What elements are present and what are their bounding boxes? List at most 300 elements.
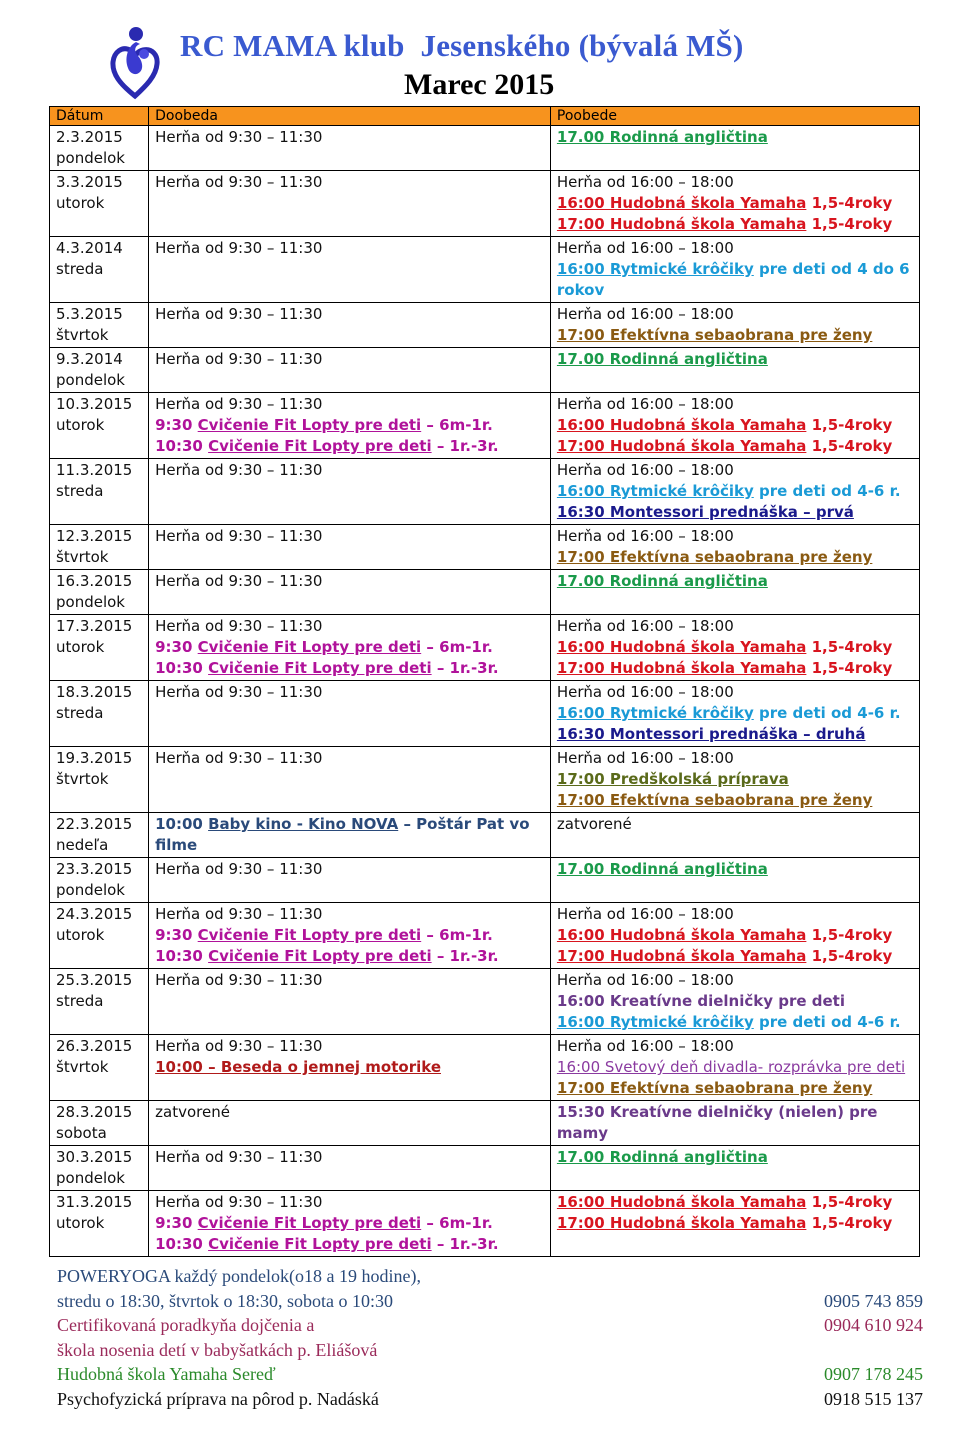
schedule-table	[49, 106, 920, 1257]
entry-line	[557, 616, 913, 637]
afternoon-cell	[550, 903, 919, 969]
entry-text: Cvičenie Fit Lopty pre deti	[208, 437, 432, 455]
entry-text: Cvičenie Fit Lopty pre deti	[197, 638, 422, 656]
entry-line	[155, 925, 544, 946]
entry-text: 16:00 Rytmické krôčiky	[556, 704, 754, 722]
entry-text: 9:30	[155, 1214, 198, 1232]
entry-line	[557, 658, 913, 679]
date-value: 9.3.2014	[56, 350, 123, 368]
morning-cell	[149, 126, 551, 171]
weekday-value: sobota	[56, 1124, 107, 1142]
entry-line	[155, 616, 544, 637]
entry-text: Herňa od 9:30 – 11:30	[155, 572, 323, 590]
entry-text: 16:00 Rytmické krôčiky	[556, 1013, 754, 1031]
date-value: 25.3.2015	[56, 971, 133, 989]
entry-text: 17:00 Efektívna sebaobrana pre ženy	[556, 791, 873, 809]
weekday-value: utorok	[56, 926, 105, 944]
entry-text: Herňa od 16:00 – 18:00	[556, 617, 734, 635]
entry-text: pre deti od 4-6 r.	[753, 482, 901, 500]
date-cell	[50, 459, 149, 525]
entry-line	[557, 1036, 913, 1057]
morning-cell	[149, 1101, 551, 1146]
entry-line	[557, 304, 913, 325]
date-cell	[50, 126, 149, 171]
weekday-value: utorok	[56, 416, 105, 434]
entry-text: Cvičenie Fit Lopty pre deti	[208, 947, 432, 965]
table-row	[50, 171, 920, 237]
date-value: 12.3.2015	[56, 527, 133, 545]
footer-row	[57, 1313, 923, 1338]
afternoon-cell	[550, 1146, 919, 1191]
entry-text: Herňa od 9:30 – 11:30	[155, 905, 323, 923]
weekday-value: pondelok	[56, 881, 125, 899]
weekday-value: štvrtok	[56, 326, 109, 344]
morning-cell	[149, 681, 551, 747]
entry-line	[155, 349, 544, 370]
entry-line	[557, 682, 913, 703]
morning-cell	[149, 1191, 551, 1257]
entry-line	[557, 790, 913, 811]
footer-phone: 0904 610 924	[824, 1315, 923, 1335]
weekday-value: utorok	[56, 1214, 105, 1232]
entry-text: – Poštár Pat vo filme	[155, 815, 530, 854]
entry-line	[557, 724, 913, 745]
entry-text: 1,5-4roky	[806, 1193, 893, 1211]
date-cell	[50, 393, 149, 459]
column-header-afternoon: Poobede	[550, 107, 919, 126]
entry-text: 1,5-4roky	[806, 416, 893, 434]
weekday-value: štvrtok	[56, 1058, 109, 1076]
date-value: 18.3.2015	[56, 683, 133, 701]
entry-line	[155, 394, 544, 415]
entry-line	[557, 970, 913, 991]
footer-text: stredu o 18:30, štvrtok o 18:30, sobota o 10:30	[57, 1290, 393, 1311]
table-row	[50, 459, 920, 525]
entry-line	[557, 769, 913, 790]
entry-text: 16:00 Hudobná škola Yamaha	[556, 416, 807, 434]
afternoon-cell	[550, 126, 919, 171]
entry-line	[557, 925, 913, 946]
entry-text: 1,5-4roky	[806, 659, 893, 677]
weekday-value: pondelok	[56, 371, 125, 389]
entry-text: – 1r.-3r.	[431, 659, 499, 677]
contacts-footer	[57, 1264, 923, 1411]
table-row	[50, 1101, 920, 1146]
date-cell	[50, 348, 149, 393]
header	[0, 0, 958, 104]
date-value: 2.3.2015	[56, 128, 123, 146]
date-cell	[50, 237, 149, 303]
table-row	[50, 858, 920, 903]
footer-row	[57, 1338, 923, 1363]
entry-line	[155, 460, 544, 481]
entry-text: 17.00 Rodinná angličtina	[556, 128, 768, 146]
date-cell	[50, 858, 149, 903]
entry-line	[557, 127, 913, 148]
entry-text: 17.00 Rodinná angličtina	[556, 860, 768, 878]
table-row	[50, 525, 920, 570]
entry-line	[557, 1057, 913, 1078]
footer-phone: 0907 178 245	[824, 1364, 923, 1384]
entry-text: Herňa od 9:30 – 11:30	[155, 1037, 323, 1055]
morning-cell	[149, 303, 551, 348]
entry-text: 10:00	[155, 815, 209, 833]
entry-text: 17:00 Efektívna sebaobrana pre ženy	[556, 326, 873, 344]
weekday-value: pondelok	[56, 1169, 125, 1187]
table-row	[50, 1035, 920, 1101]
afternoon-cell	[550, 570, 919, 615]
entry-line	[557, 1012, 913, 1033]
table-row	[50, 348, 920, 393]
afternoon-cell	[550, 615, 919, 681]
table-row	[50, 570, 920, 615]
entry-text: 1,5-4roky	[806, 1214, 893, 1232]
table-row	[50, 747, 920, 813]
entry-line	[557, 526, 913, 547]
date-value: 22.3.2015	[56, 815, 133, 833]
entry-line	[557, 547, 913, 568]
date-value: 19.3.2015	[56, 749, 133, 767]
entry-text: Herňa od 9:30 – 11:30	[155, 395, 323, 413]
entry-text: 16:00 Svetový deň divadla- rozprávka pre deti	[556, 1058, 906, 1076]
entry-line	[557, 502, 913, 523]
entry-text: Herňa od 16:00 – 18:00	[556, 395, 734, 413]
entry-line	[155, 172, 544, 193]
entry-text: 9:30	[155, 416, 198, 434]
entry-text: 17:00 Hudobná škola Yamaha	[556, 659, 807, 677]
entry-text: – 6m-1r.	[421, 926, 493, 944]
entry-text: Herňa od 9:30 – 11:30	[155, 350, 323, 368]
afternoon-cell	[550, 858, 919, 903]
afternoon-cell	[550, 393, 919, 459]
footer-phone: 0918 515 137	[824, 1388, 923, 1409]
date-value: 24.3.2015	[56, 905, 133, 923]
date-cell	[50, 525, 149, 570]
entry-text: 9:30	[155, 638, 198, 656]
date-cell	[50, 1101, 149, 1146]
entry-text: Herňa od 16:00 – 18:00	[556, 749, 734, 767]
page-title: RC MAMA klub Jesenského (bývalá MŠ)	[180, 28, 744, 63]
entry-text: Herňa od 9:30 – 11:30	[155, 128, 323, 146]
weekday-value: štvrtok	[56, 548, 109, 566]
entry-line	[155, 238, 544, 259]
entry-line	[155, 127, 544, 148]
date-value: 23.3.2015	[56, 860, 133, 878]
entry-line	[557, 193, 913, 214]
entry-line	[557, 259, 913, 301]
afternoon-cell	[550, 747, 919, 813]
table-row	[50, 615, 920, 681]
date-value: 3.3.2015	[56, 173, 123, 191]
date-value: 17.3.2015	[56, 617, 133, 635]
date-cell	[50, 813, 149, 858]
entry-line	[155, 970, 544, 991]
entry-text: – 1r.-3r.	[431, 1235, 499, 1253]
date-value: 31.3.2015	[56, 1193, 133, 1211]
weekday-value: pondelok	[56, 593, 125, 611]
date-cell	[50, 1191, 149, 1257]
weekday-value: streda	[56, 992, 104, 1010]
morning-cell	[149, 525, 551, 570]
entry-line	[557, 349, 913, 370]
entry-text: 16:00 Rytmické krôčiky	[556, 482, 754, 500]
entry-text: 10:30	[155, 1235, 209, 1253]
entry-line	[155, 1102, 544, 1123]
date-cell	[50, 903, 149, 969]
entry-text: Herňa od 16:00 – 18:00	[556, 173, 734, 191]
entry-line	[557, 748, 913, 769]
entry-line	[557, 460, 913, 481]
table-row	[50, 969, 920, 1035]
entry-text: Cvičenie Fit Lopty pre deti	[197, 416, 422, 434]
entry-line	[155, 1147, 544, 1168]
entry-line	[155, 526, 544, 547]
entry-text: zatvorené	[556, 815, 632, 833]
entry-text: 16:30 Montessori prednáška – prvá	[556, 503, 854, 521]
entry-text: Herňa od 9:30 – 11:30	[155, 749, 323, 767]
afternoon-cell	[550, 348, 919, 393]
morning-cell	[149, 615, 551, 681]
entry-line	[557, 214, 913, 235]
entry-line	[557, 394, 913, 415]
entry-text: 17:00 Hudobná škola Yamaha	[556, 947, 807, 965]
entry-text: – 6m-1r.	[421, 1214, 493, 1232]
entry-text: 15:30 Kreatívne dielničky (nielen) pre mamy	[556, 1103, 878, 1142]
date-cell	[50, 747, 149, 813]
entry-line	[155, 436, 544, 457]
date-cell	[50, 681, 149, 747]
entry-text: 17:00 Efektívna sebaobrana pre ženy	[556, 1079, 873, 1097]
entry-text: Herňa od 16:00 – 18:00	[556, 527, 734, 545]
entry-line	[557, 1192, 913, 1213]
afternoon-cell	[550, 171, 919, 237]
morning-cell	[149, 903, 551, 969]
entry-line	[155, 1213, 544, 1234]
entry-line	[155, 859, 544, 880]
entry-text: 1,5-4roky	[806, 215, 893, 233]
table-row	[50, 393, 920, 459]
entry-line	[155, 637, 544, 658]
morning-cell	[149, 813, 551, 858]
entry-line	[557, 991, 913, 1012]
entry-line	[155, 304, 544, 325]
weekday-value: streda	[56, 260, 104, 278]
weekday-value: nedeľa	[56, 836, 109, 854]
column-header-date: Dátum	[50, 107, 149, 126]
entry-text: Cvičenie Fit Lopty pre deti	[197, 926, 422, 944]
date-value: 26.3.2015	[56, 1037, 133, 1055]
table-header-row	[50, 107, 920, 126]
footer-text: Certifikovaná poradkyňa dojčenia a	[57, 1315, 315, 1335]
entry-text: 17:00 Efektívna sebaobrana pre ženy	[556, 548, 873, 566]
date-cell	[50, 1035, 149, 1101]
entry-line	[557, 859, 913, 880]
morning-cell	[149, 237, 551, 303]
footer-text: škola nosenia detí v babyšatkách p. Eliášová	[57, 1339, 378, 1360]
table-row	[50, 903, 920, 969]
afternoon-cell	[550, 237, 919, 303]
weekday-value: utorok	[56, 638, 105, 656]
entry-text: Herňa od 16:00 – 18:00	[556, 239, 734, 257]
entry-text: 1,5-4roky	[806, 638, 893, 656]
date-value: 11.3.2015	[56, 461, 133, 479]
entry-line	[557, 481, 913, 502]
entry-line	[155, 1234, 544, 1255]
table-row	[50, 1191, 920, 1257]
entry-line	[557, 637, 913, 658]
entry-text: Baby kino - Kino NOVA	[208, 815, 399, 833]
entry-text: Herňa od 9:30 – 11:30	[155, 239, 323, 257]
table-row	[50, 237, 920, 303]
entry-text: 17:00 Hudobná škola Yamaha	[556, 215, 807, 233]
mother-child-heart-logo-icon	[110, 24, 160, 100]
footer-row	[57, 1387, 923, 1412]
entry-text: Herňa od 9:30 – 11:30	[155, 527, 323, 545]
afternoon-cell	[550, 1101, 919, 1146]
entry-text: 16:00 Hudobná škola Yamaha	[556, 638, 807, 656]
date-cell	[50, 303, 149, 348]
date-cell	[50, 1146, 149, 1191]
entry-text: 17.00 Rodinná angličtina	[556, 350, 768, 368]
entry-line	[557, 814, 913, 835]
date-value: 16.3.2015	[56, 572, 133, 590]
entry-line	[557, 415, 913, 436]
entry-text: 10:30	[155, 947, 209, 965]
footer-row	[57, 1362, 923, 1387]
entry-text: – 6m-1r.	[421, 416, 493, 434]
entry-text: 10:30	[155, 659, 209, 677]
weekday-value: streda	[56, 704, 104, 722]
afternoon-cell	[550, 459, 919, 525]
entry-text: Herňa od 16:00 – 18:00	[556, 305, 734, 323]
table-row	[50, 126, 920, 171]
footer-text: Hudobná škola Yamaha Sereď	[57, 1364, 276, 1384]
entry-line	[155, 658, 544, 679]
entry-line	[557, 571, 913, 592]
morning-cell	[149, 858, 551, 903]
afternoon-cell	[550, 525, 919, 570]
entry-text: pre deti od 4-6 r.	[753, 1013, 901, 1031]
entry-text: Herňa od 16:00 – 18:00	[556, 683, 734, 701]
entry-text: 16:00 Hudobná škola Yamaha	[556, 926, 807, 944]
entry-line	[557, 1102, 913, 1144]
entry-line	[557, 946, 913, 967]
entry-text: – 1r.-3r.	[431, 947, 499, 965]
entry-line	[155, 1057, 544, 1078]
afternoon-cell	[550, 681, 919, 747]
entry-line	[557, 703, 913, 724]
weekday-value: pondelok	[56, 149, 125, 167]
entry-line	[557, 172, 913, 193]
entry-line	[155, 1192, 544, 1213]
entry-text: 1,5-4roky	[806, 926, 893, 944]
entry-text: 16:00 Kreatívne dielničky pre deti	[556, 992, 845, 1010]
entry-text: Herňa od 9:30 – 11:30	[155, 461, 323, 479]
entry-line	[557, 325, 913, 346]
entry-line	[155, 748, 544, 769]
column-header-morning: Doobeda	[149, 107, 551, 126]
weekday-value: utorok	[56, 194, 105, 212]
entry-text: Herňa od 9:30 – 11:30	[155, 1148, 323, 1166]
entry-text: pre deti od 4-6 r.	[753, 704, 901, 722]
entry-line	[155, 904, 544, 925]
entry-text: 10:00 – Beseda o jemnej motorike	[155, 1058, 441, 1076]
entry-text: Cvičenie Fit Lopty pre deti	[208, 1235, 432, 1253]
afternoon-cell	[550, 1035, 919, 1101]
entry-line	[557, 1147, 913, 1168]
entry-text: pre deti od 4 do 6 rokov	[556, 260, 910, 299]
entry-line	[155, 814, 544, 856]
date-value: 10.3.2015	[56, 395, 133, 413]
month-title: Marec 2015	[404, 68, 555, 101]
entry-text: 16:00 Hudobná škola Yamaha	[556, 194, 807, 212]
entry-text: Herňa od 16:00 – 18:00	[556, 905, 734, 923]
entry-text: – 6m-1r.	[421, 638, 493, 656]
entry-text: Herňa od 9:30 – 11:30	[155, 617, 323, 635]
entry-line	[155, 571, 544, 592]
entry-line	[557, 904, 913, 925]
entry-text: 1,5-4roky	[806, 194, 893, 212]
morning-cell	[149, 570, 551, 615]
entry-line	[155, 682, 544, 703]
entry-text: 1,5-4roky	[806, 947, 893, 965]
afternoon-cell	[550, 303, 919, 348]
weekday-value: štvrtok	[56, 770, 109, 788]
date-cell	[50, 171, 149, 237]
morning-cell	[149, 1035, 551, 1101]
footer-row	[57, 1289, 923, 1314]
morning-cell	[149, 459, 551, 525]
entry-text: 9:30	[155, 926, 198, 944]
entry-line	[155, 415, 544, 436]
entry-text: Herňa od 16:00 – 18:00	[556, 1037, 734, 1055]
entry-text: 17.00 Rodinná angličtina	[556, 572, 768, 590]
entry-line	[557, 238, 913, 259]
date-value: 4.3.2014	[56, 239, 123, 257]
morning-cell	[149, 348, 551, 393]
entry-text: – 1r.-3r.	[431, 437, 499, 455]
entry-text: Cvičenie Fit Lopty pre deti	[197, 1214, 422, 1232]
entry-text: zatvorené	[155, 1103, 230, 1121]
entry-text: 17.00 Rodinná angličtina	[556, 1148, 768, 1166]
entry-text: 16:30 Montessori prednáška – druhá	[556, 725, 866, 743]
entry-text: 16:00 Hudobná škola Yamaha	[556, 1193, 807, 1211]
table-row	[50, 303, 920, 348]
afternoon-cell	[550, 1191, 919, 1257]
entry-text: Cvičenie Fit Lopty pre deti	[208, 659, 432, 677]
entry-text: 16:00 Rytmické krôčiky	[556, 260, 754, 278]
date-value: 30.3.2015	[56, 1148, 133, 1166]
date-cell	[50, 969, 149, 1035]
footer-phone: 0905 743 859	[824, 1290, 923, 1311]
footer-row	[57, 1264, 923, 1289]
morning-cell	[149, 969, 551, 1035]
entry-text: 10:30	[155, 437, 209, 455]
entry-line	[557, 436, 913, 457]
morning-cell	[149, 1146, 551, 1191]
schedule-body	[50, 126, 920, 1257]
date-cell	[50, 570, 149, 615]
weekday-value: streda	[56, 482, 104, 500]
entry-text: Herňa od 9:30 – 11:30	[155, 971, 323, 989]
date-cell	[50, 615, 149, 681]
afternoon-cell	[550, 813, 919, 858]
table-row	[50, 813, 920, 858]
entry-text: Herňa od 9:30 – 11:30	[155, 1193, 323, 1211]
entry-text: Herňa od 16:00 – 18:00	[556, 461, 734, 479]
date-value: 5.3.2015	[56, 305, 123, 323]
entry-line	[557, 1078, 913, 1099]
